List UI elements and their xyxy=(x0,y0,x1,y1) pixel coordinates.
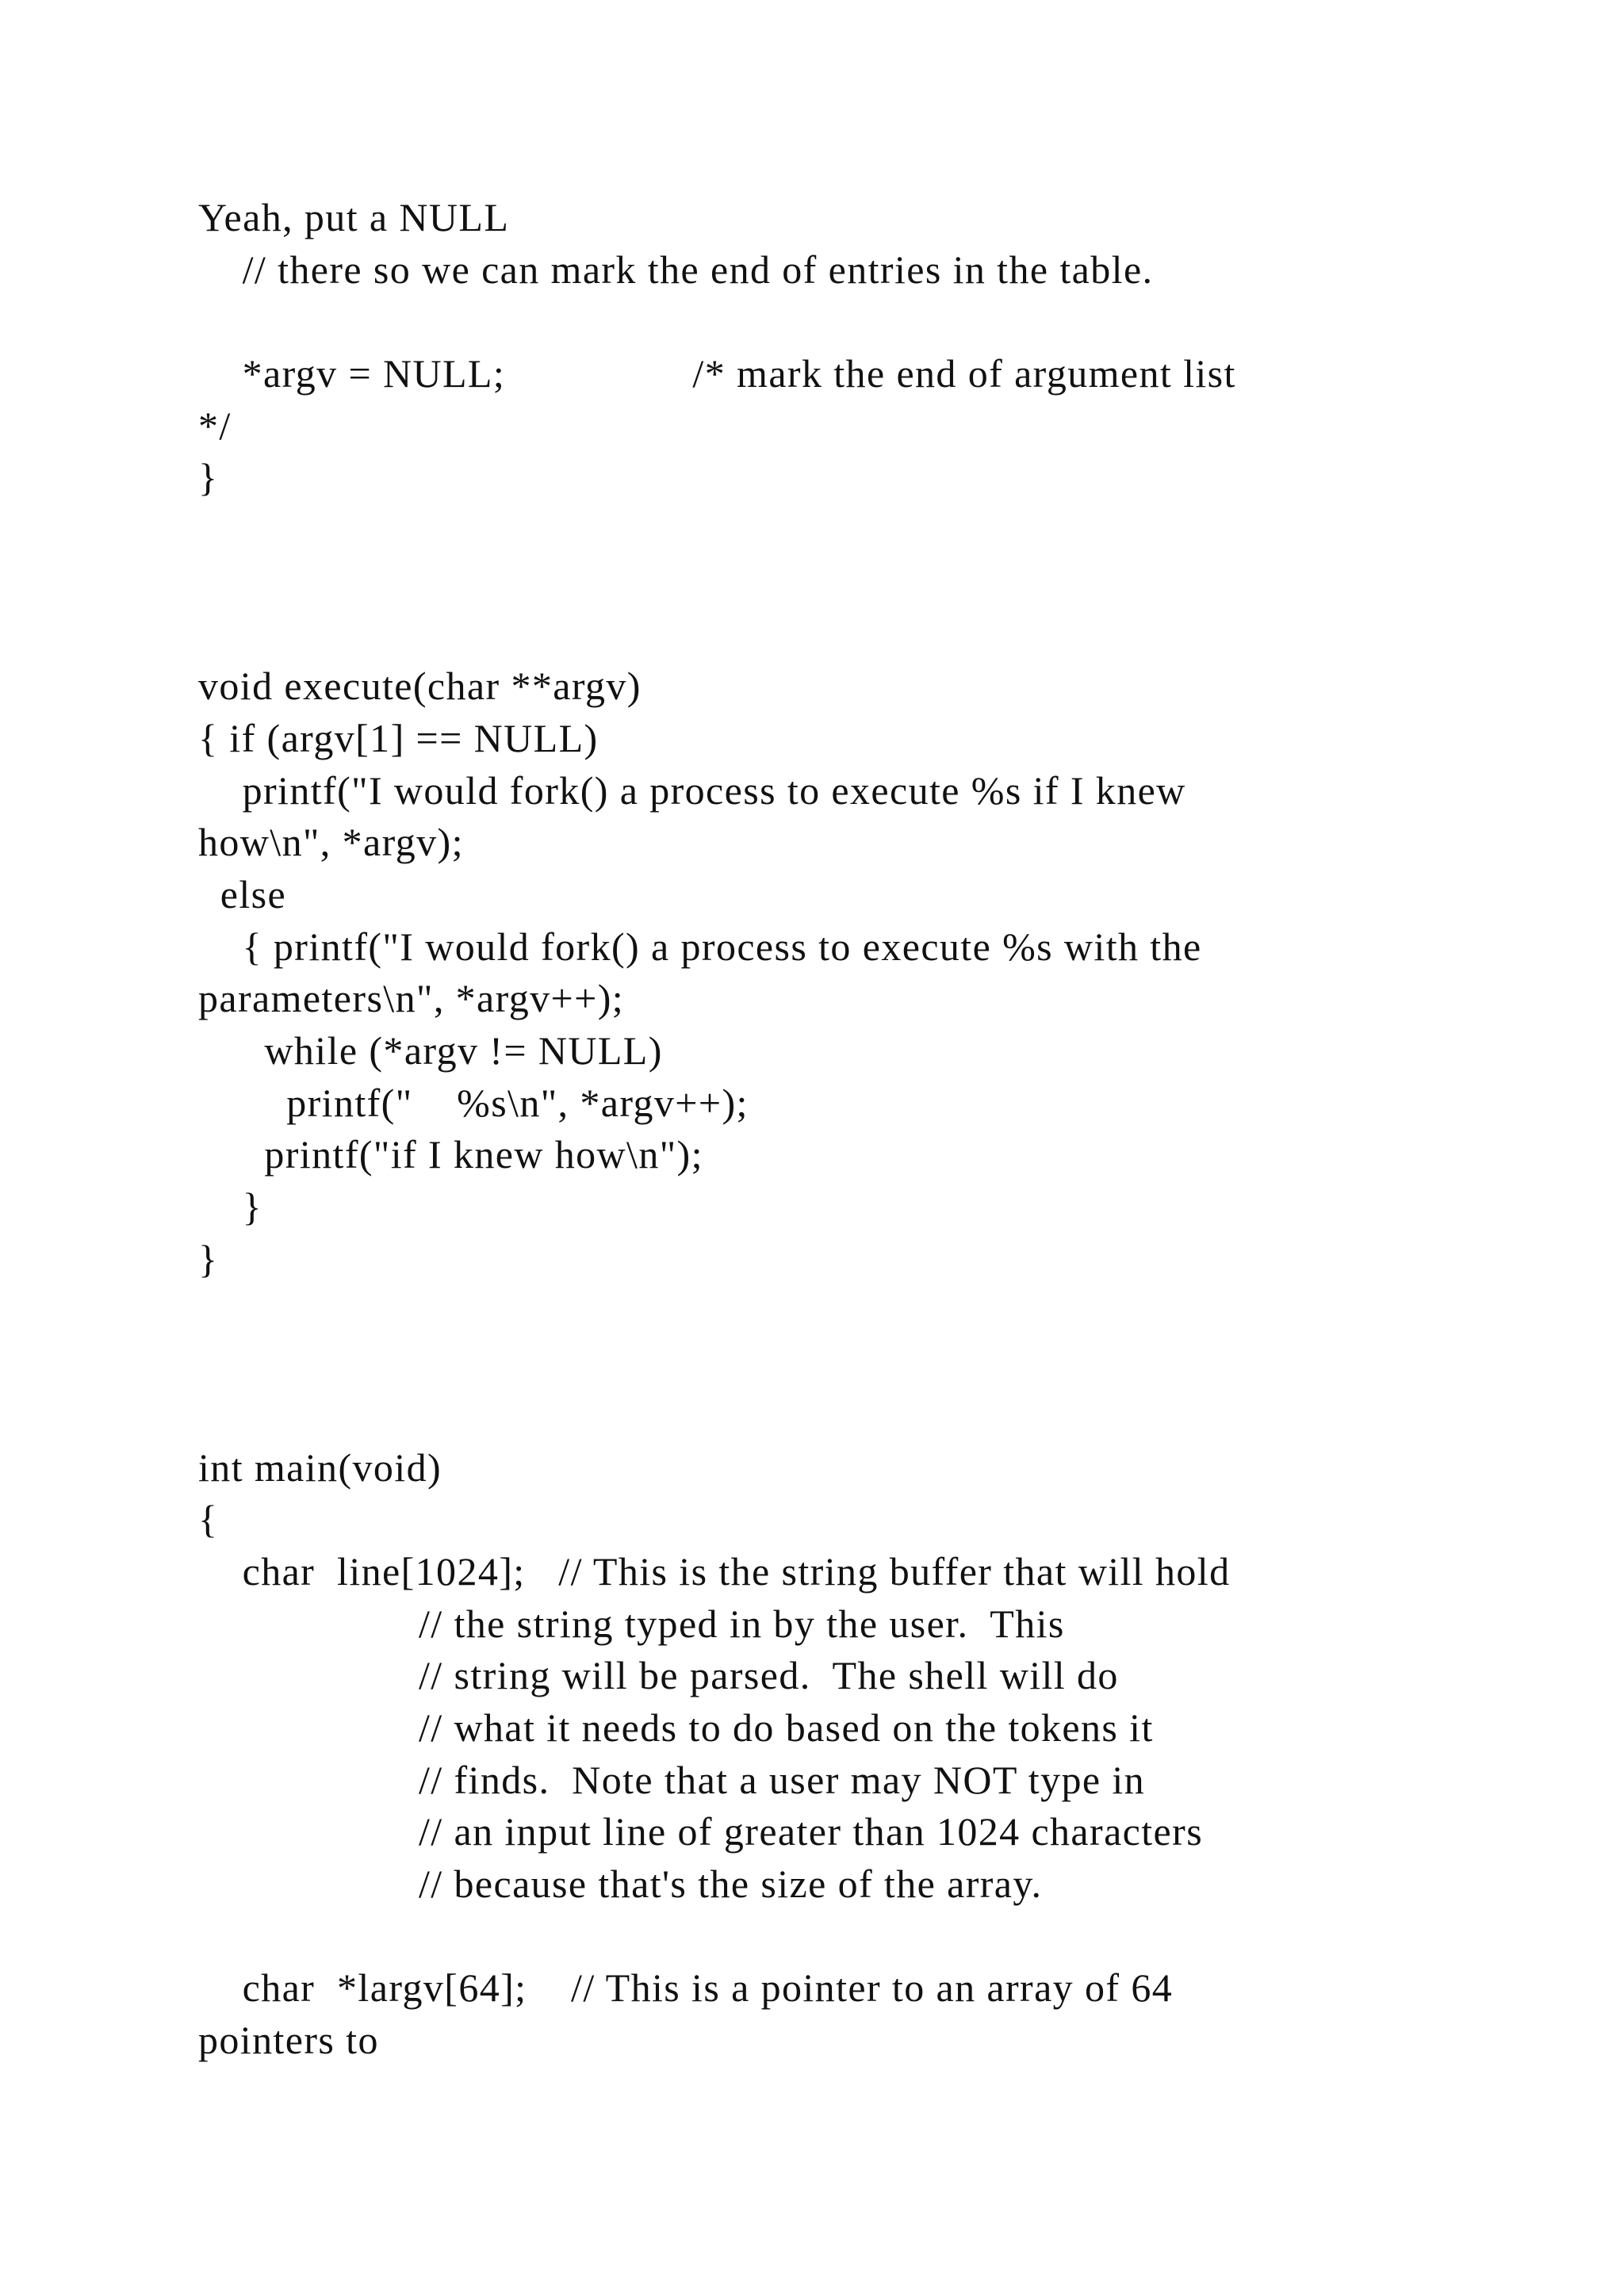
text-line: { printf("I would fork() a process to execute %s with the xyxy=(198,924,1202,969)
text-line: // what it needs to do based on the tokens it xyxy=(198,1705,1154,1750)
text-line: how\n", *argv); xyxy=(198,820,464,865)
text-line: else xyxy=(198,871,287,916)
text-line: pointers to xyxy=(198,2018,379,2063)
text-line: // an input line of greater than 1024 characters xyxy=(198,1809,1204,1854)
text-line: printf("if I knew how\n"); xyxy=(198,1132,703,1177)
text-line: printf(" %s\n", *argv++); xyxy=(198,1080,749,1125)
text-line xyxy=(198,504,1546,557)
text-line: } xyxy=(198,1184,262,1230)
text-line: char *largv[64]; // This is a pointer to an array of 64 xyxy=(198,1965,1174,2011)
text-line: parameters\n", *argv++); xyxy=(198,976,625,1021)
text-line xyxy=(198,1911,1546,1963)
text-line: // string will be parsed. The shell will do xyxy=(198,1653,1119,1698)
text-line: // finds. Note that a user may NOT type in xyxy=(198,1757,1146,1802)
text-line: printf("I would fork() a process to execute %s if I knew xyxy=(198,767,1186,813)
text-line: *argv = NULL; /* mark the end of argument list xyxy=(198,351,1236,396)
text-line xyxy=(198,1390,1546,1442)
text-line: */ xyxy=(198,403,232,448)
code-listing xyxy=(198,192,1546,2067)
text-line: { if (argv[1] == NULL) xyxy=(198,715,599,760)
text-line: char line[1024]; // This is the string buffer that will hold xyxy=(198,1548,1231,1594)
text-line: void execute(char **argv) xyxy=(198,664,642,709)
text-line xyxy=(198,296,1546,348)
text-line: // the string typed in by the user. This xyxy=(198,1601,1065,1646)
text-line: int main(void) xyxy=(198,1445,442,1490)
text-line: } xyxy=(198,455,219,500)
text-line xyxy=(198,609,1546,661)
text-line xyxy=(198,1285,1546,1337)
text-line: // there so we can mark the end of entries in the table. xyxy=(198,247,1154,292)
text-line: } xyxy=(198,1236,219,1281)
text-line xyxy=(198,557,1546,609)
text-line: Yeah, put a NULL xyxy=(198,195,510,239)
text-line xyxy=(198,1337,1546,1390)
text-line: while (*argv != NULL) xyxy=(198,1028,663,1073)
text-line: { xyxy=(198,1497,219,1542)
text-line: // because that's the size of the array. xyxy=(198,1862,1043,1906)
